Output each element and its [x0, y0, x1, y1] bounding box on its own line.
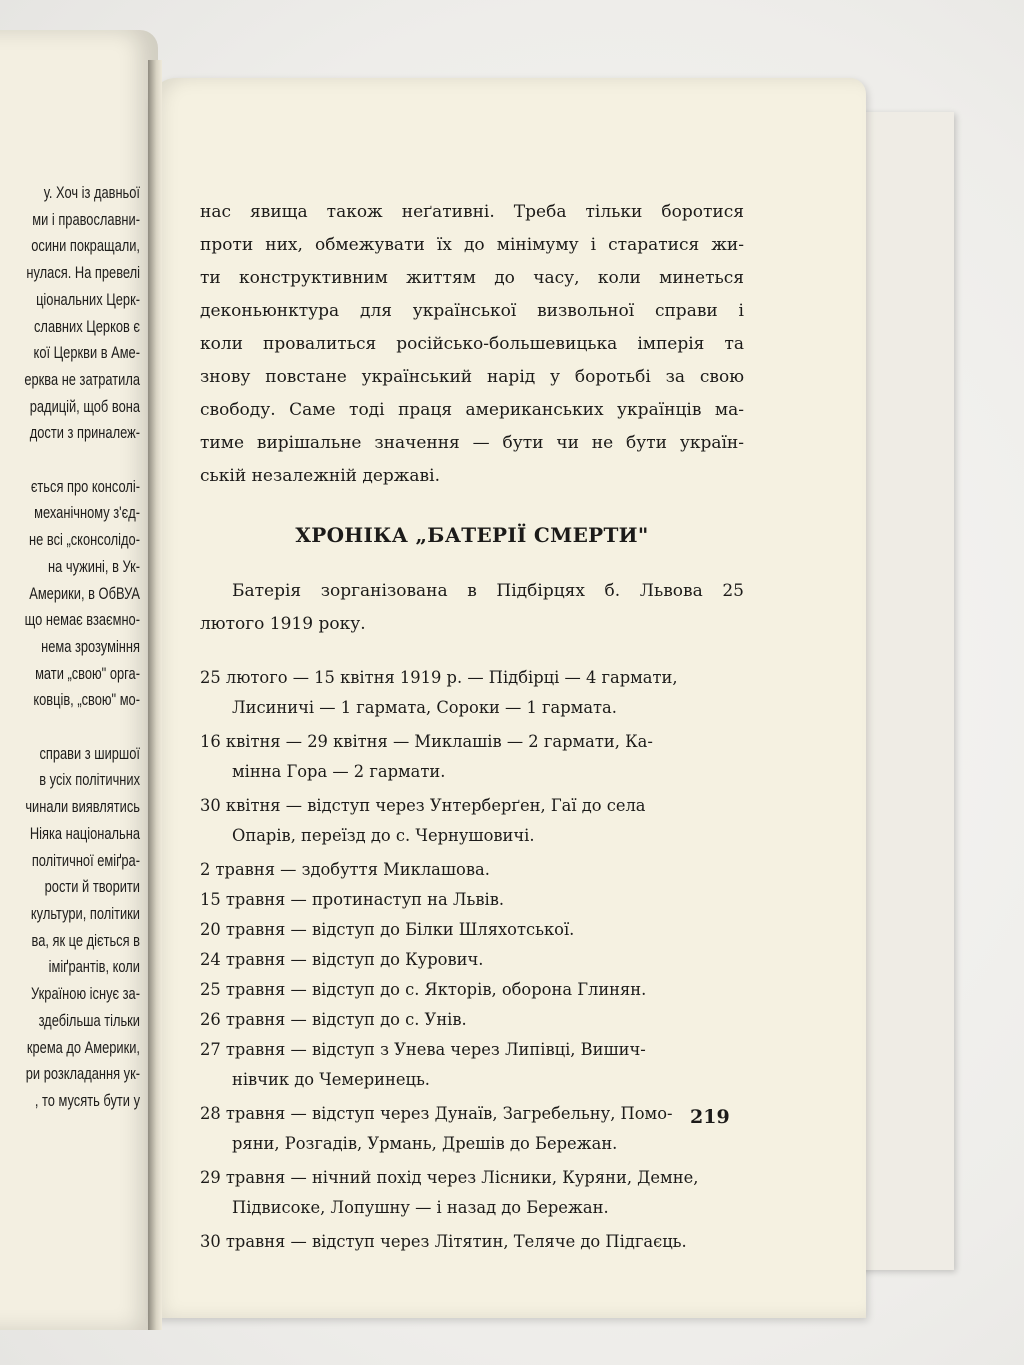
left-page-line: на чужині, в Ук- [48, 557, 140, 576]
chronicle-entry-line: Лисиничі — 1 гармата, Сороки — 1 гармата. [232, 698, 617, 717]
chronicle-entry [200, 1163, 744, 1223]
chronicle-entry-line: 2 травня — здобуття Миклашова. [200, 860, 490, 879]
left-page-line: кої Церкви в Аме- [33, 344, 140, 363]
right-page-content [200, 196, 744, 1257]
chronicle-entry-line: 30 травня — відступ через Літятин, Теляче до Підгаєць. [200, 1232, 687, 1251]
paragraph-line: свободу. Саме тоді праця американських українців ма- [200, 400, 744, 420]
chronicle-entry-line: 28 травня — відступ через Дунаїв, Загребельну, Помо- [200, 1104, 673, 1123]
section-heading: ХРОНІКА „БАТЕРІЇ СМЕРТИ" [295, 523, 649, 547]
chronicle-entry [200, 663, 744, 723]
chronicle-entry-line: 29 травня — нічний похід через Лісники, Куряни, Демне, [200, 1168, 699, 1187]
left-page-line: нема зрозуміння [41, 637, 140, 656]
left-page-line: мати „свою" орга- [35, 664, 140, 683]
left-page-line: нулася. На превелі [26, 264, 140, 283]
chronicle-list [200, 663, 744, 1257]
left-page-line: ми і православни- [32, 210, 140, 229]
left-page-line: Україною існує за- [31, 985, 140, 1004]
chronicle-entry-line: 30 квітня — відступ через Унтерберґен, Гаї до села [200, 796, 646, 815]
left-page-line: славних Церков є [33, 317, 140, 336]
left-page-line: ковців, „свою" мо- [33, 691, 140, 710]
left-page-line: , то мусять бути у [34, 1091, 140, 1110]
left-page-line: Ніяка національна [29, 824, 140, 843]
intro-line: лютого 1919 року. [200, 614, 366, 634]
left-page-line: іміґрантів, коли [48, 958, 140, 977]
chronicle-entry-line: 25 лютого — 15 квітня 1919 р. — Підбірці — 4 гармати, [200, 668, 678, 687]
left-page-line [0, 447, 140, 474]
left-page-line: ва, як це діється в [31, 931, 140, 950]
left-page-line: у. Хоч із давньої [43, 184, 140, 202]
left-page-line: не всі „сконсолідо- [29, 531, 140, 550]
chronicle-entry [200, 885, 744, 915]
chronicle-entry-line: нівчик до Чемеринець. [232, 1070, 430, 1089]
paragraph-line: ти конструктивним життям до часу, коли минеться [200, 268, 744, 288]
chronicle-entry-line: Підвисоке, Лопушну — і назад до Бережан. [232, 1198, 609, 1217]
intro-line: Батерія зорганізована в Підбірцях б. Львова 25 [232, 581, 744, 601]
left-page-line: дости з приналеж- [29, 424, 140, 443]
left-page-line: радицій, щоб вона [29, 397, 140, 416]
left-page-line: політичної еміґра- [31, 851, 140, 870]
chronicle-entry [200, 975, 744, 1005]
left-page-line: механічному з'єд- [34, 504, 140, 523]
chronicle-entry-line: 27 травня — відступ з Унева через Липівці, Вишич- [200, 1040, 646, 1059]
book-gutter [148, 60, 162, 1330]
chronicle-entry-line: 20 травня — відступ до Білки Шляхотської. [200, 920, 575, 939]
left-page-line: чинали виявлятись [25, 798, 140, 817]
left-page-line: ється про консолі- [30, 477, 140, 496]
left-page-line [0, 714, 140, 741]
left-page-line: культури, політики [30, 904, 140, 923]
chronicle-entry-line: 15 травня — протинаступ на Львів. [200, 890, 505, 909]
paragraph-line: знову повстане український нарід у боротьбі за свою [200, 367, 744, 387]
chronicle-entry [200, 791, 744, 851]
chronicle-entry [200, 727, 744, 787]
chronicle-entry-line: 24 травня — відступ до Курович. [200, 950, 484, 969]
chronicle-entry-line: ряни, Розгадів, Урмань, Дрешів до Бережан. [232, 1134, 618, 1153]
paragraph-line: коли провалиться російсько-большевицька імперія та [200, 334, 744, 354]
left-page-line: що немає взаємно- [24, 611, 140, 630]
chronicle-entry [200, 855, 744, 885]
paragraph-line: нас явища також неґативні. Треба тільки боротися [200, 202, 744, 222]
left-page-line: Америки, в ОбВУА [29, 584, 140, 603]
left-page-line: ціональних Церк- [36, 290, 140, 309]
chronicle-entry-line: 25 травня — відступ до с. Якторів, оборона Глинян. [200, 980, 647, 999]
closing-paragraph [200, 196, 744, 493]
left-page-line: ри розкладання ук- [25, 1065, 140, 1084]
left-page-line: здебільша тільки [38, 1011, 140, 1030]
left-page-line: осини покращали, [31, 237, 140, 256]
chronicle-entry [200, 1099, 744, 1159]
chronicle-entry [200, 915, 744, 945]
chronicle-entry-line: 26 травня — відступ до с. Унів. [200, 1010, 467, 1029]
left-page-line: рости й творити [44, 878, 140, 897]
chronicle-entry [200, 1227, 744, 1257]
chronicle-entry-line: мінна Гора — 2 гармати. [232, 762, 446, 781]
chronicle-entry-line: Опарів, переїзд до с. Чернушовичі. [232, 826, 535, 845]
left-page [0, 30, 158, 1330]
page-number: 219 [690, 1106, 730, 1128]
chronicle-entry [200, 1005, 744, 1035]
left-page-line: справи з ширшої [39, 744, 140, 763]
paragraph-line: проти них, обмежувати їх до мінімуму і старатися жи- [200, 235, 744, 255]
left-page-line: крема до Америки, [26, 1038, 140, 1057]
intro-paragraph [200, 575, 744, 641]
paragraph-line: деконьюнктура для української визвольної справи і [200, 301, 744, 321]
paragraph-line: ській незалежній державі. [200, 466, 440, 486]
chronicle-entry-line: 16 квітня — 29 квітня — Миклашів — 2 гармати, Ка- [200, 732, 653, 751]
left-page-line: ерква не затратила [24, 370, 140, 389]
chronicle-entry [200, 1035, 744, 1095]
left-page-line: в усіх політичних [39, 771, 140, 790]
chronicle-entry [200, 945, 744, 975]
left-page-text [0, 180, 140, 1115]
paragraph-line: тиме вирішальне значення — бути чи не бути україн- [200, 433, 744, 453]
